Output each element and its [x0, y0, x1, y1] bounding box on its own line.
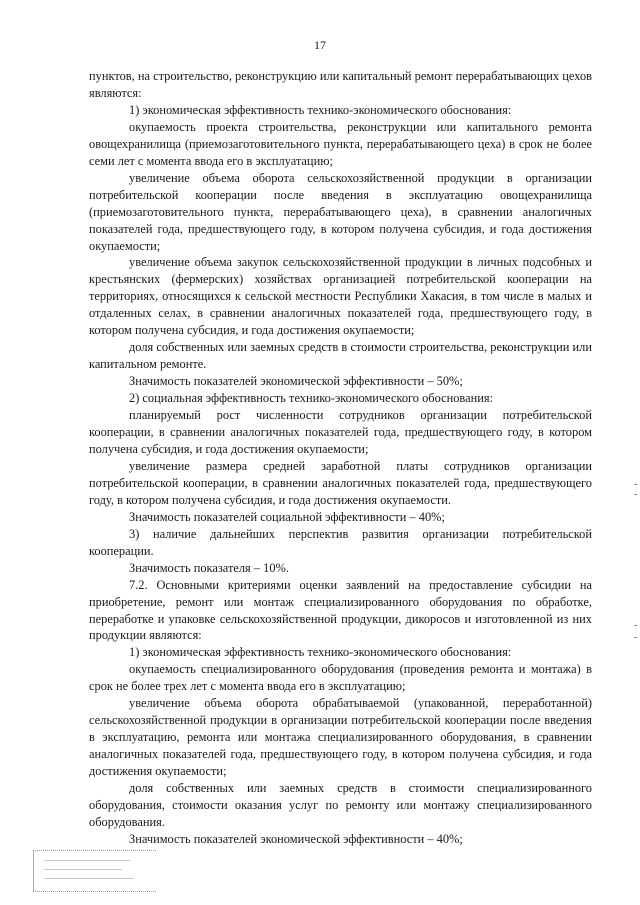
paragraph: пунктов, на строительство, реконструкцию или капитальный ремонт перерабатывающих цехов являются:	[89, 69, 592, 100]
paragraph: Значимость показателей социальной эффективности – 40%;	[129, 509, 445, 524]
paragraph: увеличение объема оборота обрабатываемой (упакованной, переработанной) сельскохозяйственной продукции в организации потребительской кооперации после введения в эксплуатацию, ремонта или монтажа специализированного оборудования, в сравнении аналогичных показателей года, предшествующего году, в котором получена субсидия, и года достижения окупаемости;	[89, 696, 592, 779]
paragraph: доля собственных или заемных средств в стоимости строительства, реконструкции или капитальном ремонте.	[89, 340, 592, 372]
paragraph: 1) экономическая эффективность технико-экономического обоснования:	[129, 102, 512, 117]
paragraph: 7.2. Основными критериями оценки заявлений на предоставление субсидии на приобретение, ремонт или монтаж специализированного оборудования по обработке, переработке и упаковке сельскохозяйственной продукции, дикоросов и изготовленной из них продукции являются:	[89, 577, 592, 643]
paragraph: увеличение объема закупок сельскохозяйственной продукции в личных подсобных и крестьянских (фермерских) хозяйствах организацией потребительской кооперации на территориях, относящихся к сельской местности Республики Хакасия, в том числе в малых и отдаленных селах, в сравнении аналогичных показателей года, предшествующего году, в котором получена субсидия, и года достижения окупаемости;	[89, 255, 592, 338]
registration-stamp	[33, 850, 156, 892]
paragraph: Значимость показателей экономической эффективности – 40%;	[129, 831, 463, 846]
scan-edge-mark	[634, 625, 637, 626]
paragraph: Значимость показателя – 10%.	[129, 560, 289, 575]
paragraph: окупаемость проекта строительства, реконструкции или капитального ремонта овощехранилища (приемозаготовительного пункта, перерабатывающего цеха) в срок не более семи лет с момента ввода его в эксплуатацию;	[89, 119, 592, 168]
paragraph: увеличение объема оборота сельскохозяйственной продукции в организации потребительской кооперации после введения в эксплуатацию овощехранилища (приемозаготовительного пункта, перерабатывающего цеха), в сравнении аналогичных показателей года, предшествующего году, в котором получена субсидия, и года достижения окупаемости;	[89, 170, 592, 253]
paragraph: планируемый рост численности сотрудников организации потребительской кооперации, в сравнении аналогичных показателей года, предшествующего году, в котором получена субсидия, и года достижения окупаемости;	[89, 408, 592, 456]
paragraph: Значимость показателей экономической эффективности – 50%;	[129, 374, 463, 389]
paragraph: 2) социальная эффективность технико-экономического обоснования:	[129, 391, 494, 406]
scan-edge-mark	[634, 484, 637, 485]
paragraph: окупаемость специализированного оборудования (проведения ремонта и монтажа) в срок не более трех лет с момента ввода его в эксплуатацию;	[89, 662, 592, 694]
paragraph: 1) экономическая эффективность технико-экономического обоснования:	[129, 645, 512, 660]
page-number: 17	[314, 38, 326, 52]
paragraph: 3) наличие дальнейших перспектив развития организации потребительской кооперации.	[89, 526, 592, 558]
paragraph: увеличение размера средней заработной платы сотрудников организации потребительской кооперации, в сравнении аналогичных показателей года, предшествующего году, в котором получена субсидия, и года достижения окупаемости.	[89, 458, 592, 507]
scan-edge-mark	[634, 637, 637, 638]
document-body	[89, 68, 592, 848]
paragraph: доля собственных или заемных средств в стоимости специализированного оборудования, стоимости оказания услуг по ремонту или монтажу специализированного оборудования.	[89, 781, 592, 829]
scan-edge-mark	[634, 494, 637, 495]
